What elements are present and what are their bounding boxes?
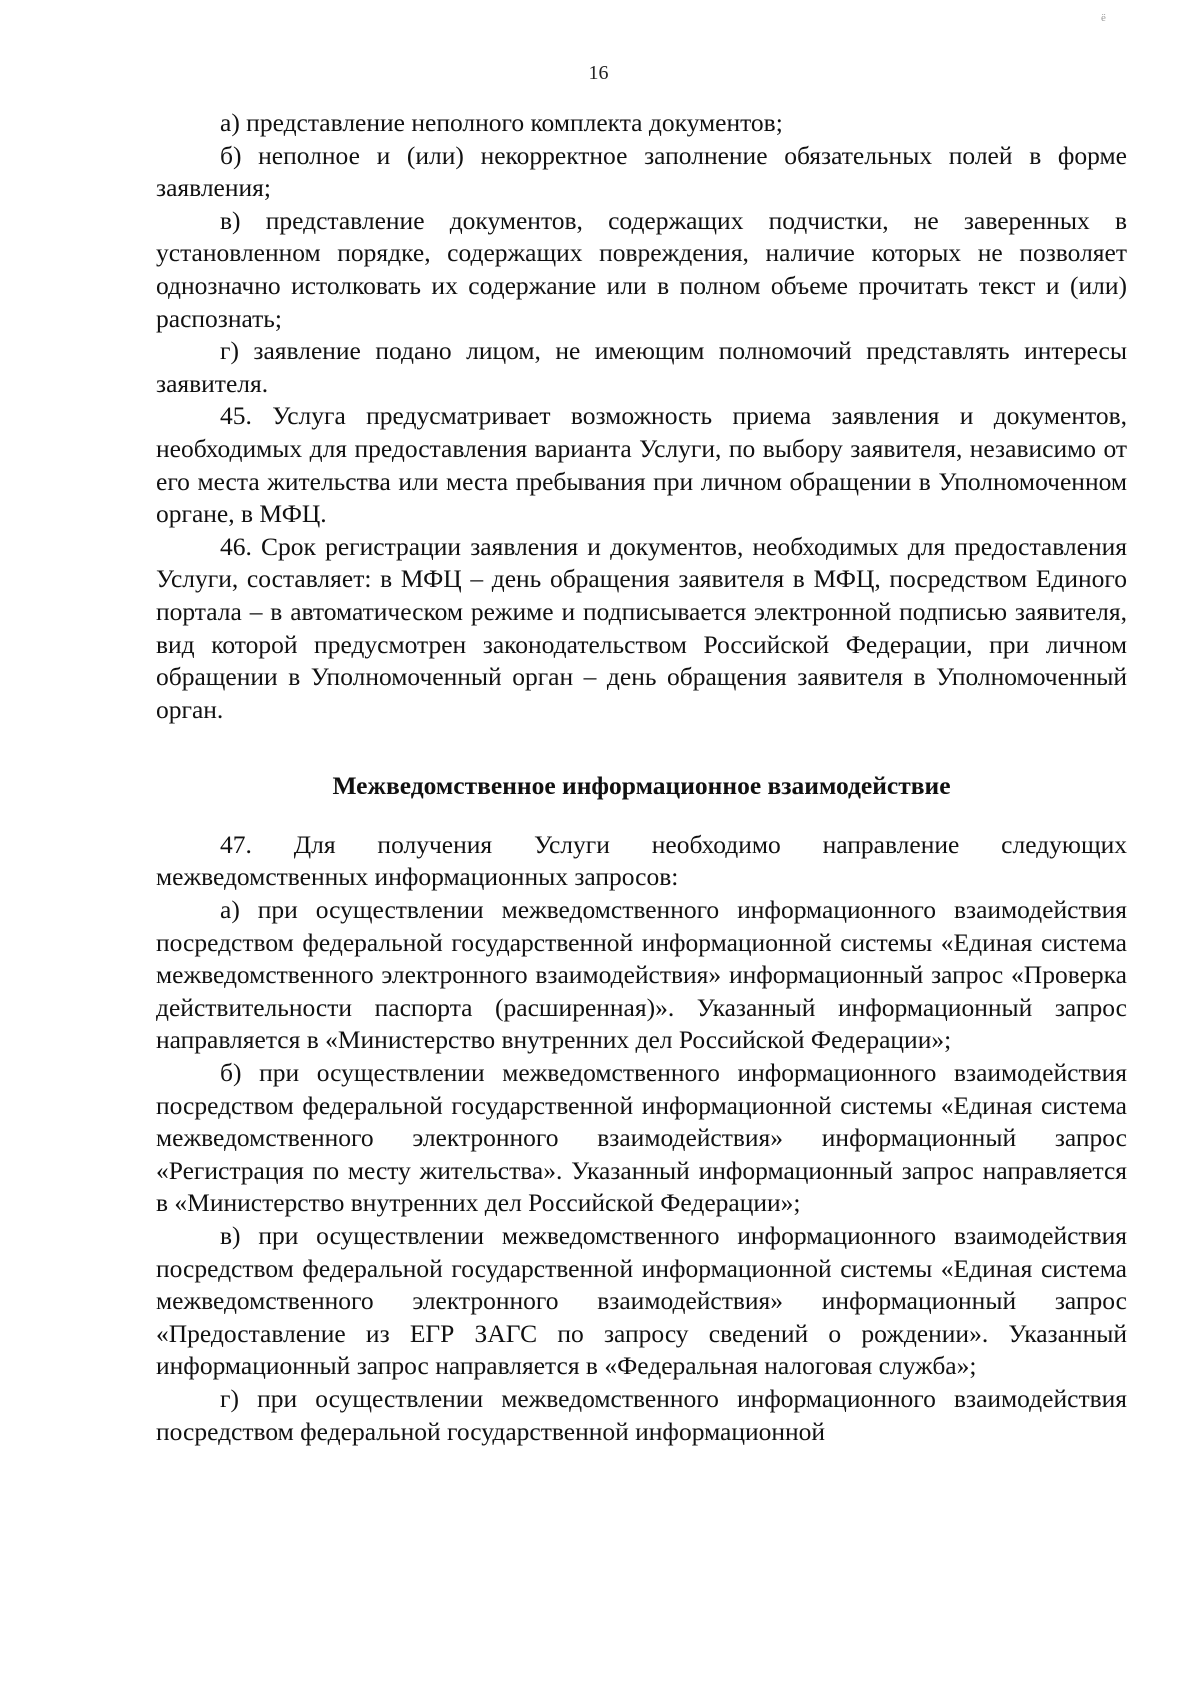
- paragraph-45: 45. Услуга предусматривает возможность приема заявления и документов, необходимых для предоставления варианта Услуги, по выбору заявителя, независимо от его места жительства или места пребывания при личном обращении в Уполномоченном органе, в МФЦ.: [156, 401, 1127, 529]
- scan-corner-mark: ё: [1101, 12, 1106, 24]
- paragraph-47-item-g: г) при осуществлении межведомственного информационного взаимодействия посредством федеральной государственной информационной: [156, 1383, 1127, 1446]
- section-heading: Межведомственное информационное взаимодействие: [332, 771, 951, 801]
- paragraph-list-item-g: г) заявление подано лицом, не имеющим полномочий представлять интересы заявителя.: [156, 336, 1127, 398]
- paragraph-47: 47. Для получения Услуги необходимо направление следующих межведомственных информационных запросов:: [156, 829, 1127, 892]
- paragraph-list-item-v: в) представление документов, содержащих подчистки, не заверенных в установленном порядке, содержащих повреждения, наличие которых не позволяет однозначно истолковать их содержание или в полном объеме прочитать текст и (или) распознать;: [156, 205, 1127, 333]
- paragraph-47-item-a: а) при осуществлении межведомственного информационного взаимодействия посредством федеральной государственной информационной системы «Единая система межведомственного электронного взаимодействия» информационный запрос «Проверка действительности паспорта (расширенная)». Указанный информационный запрос направляется в «Министерство внутренних дел Российской Федерации»;: [156, 895, 1127, 1055]
- paragraph-47-item-v: в) при осуществлении межведомственного информационного взаимодействия посредством федеральной государственной информационной системы «Единая система межведомственного электронного взаимодействия» информационный запрос «Предоставление из ЕГР ЗАГС по запросу сведений о рождении». Указанный информационный запрос направляется в «Федеральная налоговая служба»;: [156, 1221, 1127, 1381]
- paragraph-47-item-b: б) при осуществлении межведомственного информационного взаимодействия посредством федеральной государственной информационной системы «Единая система межведомственного электронного взаимодействия» информационный запрос «Регистрация по месту жительства». Указанный информационный запрос направляется в «Министерство внутренних дел Российской Федерации»;: [156, 1058, 1127, 1218]
- paragraph-list-item-b: б) неполное и (или) некорректное заполнение обязательных полей в форме заявления;: [156, 140, 1127, 203]
- document-body: [156, 107, 1127, 1448]
- paragraph-list-item-a: а) представление неполного комплекта документов;: [220, 108, 783, 137]
- paragraph-46: 46. Срок регистрации заявления и документов, необходимых для предоставления Услуги, составляет: в МФЦ – день обращения заявителя в МФЦ, посредством Единого портала – в автоматическом режиме и подписывается электронной подписью заявителя, вид которой предусмотрен законодательством Российской Федерации, при личном обращении в Уполномоченный орган – день обращения заявителя в Уполномоченный орган.: [156, 531, 1127, 724]
- page-number: 16: [588, 62, 609, 84]
